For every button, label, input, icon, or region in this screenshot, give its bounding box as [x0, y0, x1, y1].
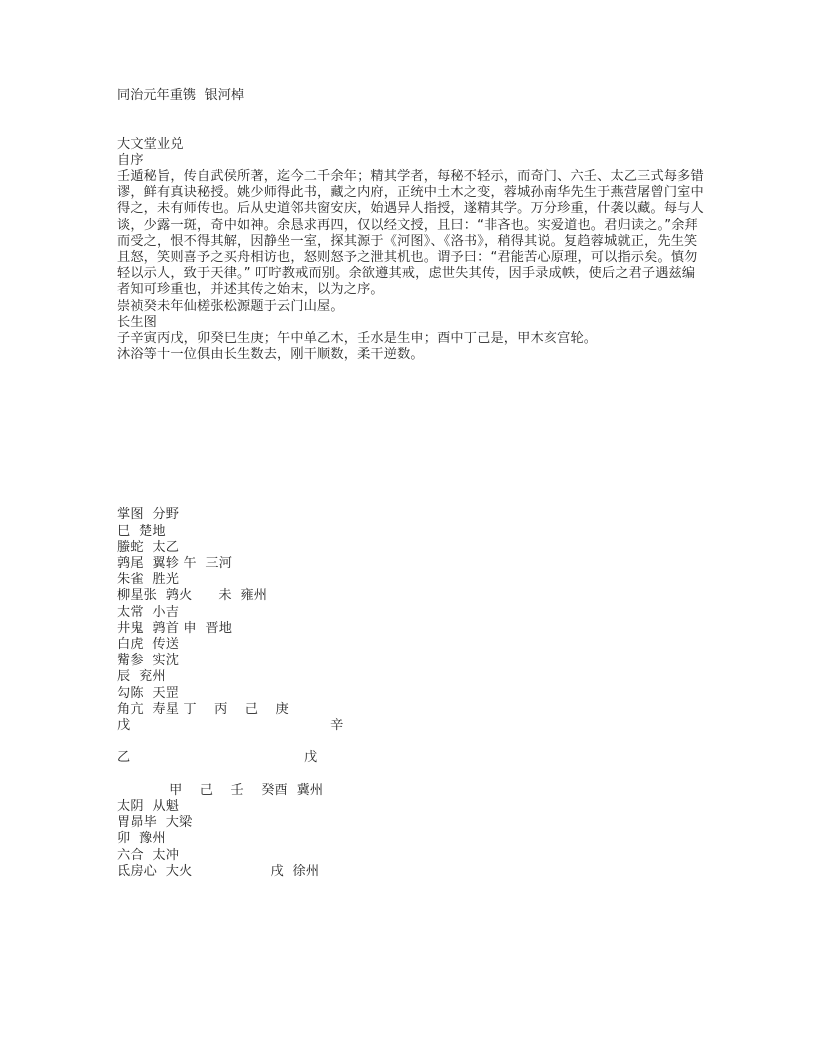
preface-signature: 崇祯癸未年仙槎张松源题于云门山屋。	[117, 298, 344, 314]
edition-header: 同治元年重镌 银河棹	[117, 88, 245, 103]
chart-title: 掌图 分野	[117, 507, 180, 523]
chart-line	[117, 767, 707, 783]
chart-line: 太常 小吉	[117, 604, 180, 620]
chart-line: 卯 豫州	[117, 831, 166, 847]
chart-line: 朱雀 胜光	[117, 572, 180, 588]
publisher-line: 大文堂业兑	[117, 136, 184, 152]
chart-line: 井鬼 鹑首 申 晋地	[117, 620, 233, 636]
page-content	[117, 88, 707, 880]
chart-line: 氐房心 大火 戌 徐州	[117, 863, 320, 879]
changsheng-line-1: 子辛寅丙戊，卯癸巳生庚；午中单乙木，壬水是生申；酉中丁己是，甲木亥宫轮。	[117, 331, 598, 347]
chart-line: 螣蛇 太乙	[117, 539, 180, 555]
chart-line: 戊 辛	[117, 718, 344, 734]
chart-line: 柳星张 鹑火 未 雍州	[117, 588, 268, 604]
chart-line: 甲 己 壬 癸酉 冀州	[117, 782, 324, 798]
chart-line: 勾陈 天罡	[117, 685, 180, 701]
chart-line: 角亢 寿星 丁 丙 己 庚	[117, 701, 289, 717]
spacer-before-chart	[117, 363, 707, 507]
chart-line: 巳 楚地	[117, 523, 166, 539]
chart-line: 辰 兖州	[117, 669, 166, 685]
chart-line: 六合 太冲	[117, 847, 180, 863]
chart-line: 乙 戊	[117, 750, 318, 766]
chart-line: 觜参 实沈	[117, 653, 180, 669]
spacer-after-header	[117, 104, 707, 120]
chart-line: 白虎 传送	[117, 637, 180, 653]
preface-title: 自序	[117, 152, 144, 168]
chart-line: 胃昴毕 大梁	[117, 815, 193, 831]
preface-paragraph: 壬遁秘旨，传自武侯所著，迄今二千余年；精其学者，每秘不轻示，而奇门、六壬、太乙三式每多错谬，鲜有真诀秘授。姚少师得此书，藏之内府，正统中土木之变，蓉城孙南华先生于燕营屠曾门室中得之，未有师传也。后从史道邻共窗安庆，始遇异人指授，遂精其学。万分珍重，什袭以藏。每与人谈，少露一斑，奇中如神。余恳求再四，仅以经文授，且曰：“非吝也。实爱道也。君归读之。”余拜而受之，恨不得其解，因静坐一室，探其源于《河图》、《洛书》，稍得其说。复趋蓉城就正，先生笑且怒，笑则喜予之买舟相访也，怒则怒予之泄其机也。谓予曰：“君能苦心原理，可以指示矣。慎勿轻以示人，致于天律。” 叮咛教戒而别。余欲遵其戒，虑世失其传，因手录成帙，使后之君子遇兹编者知可珍重也，并述其传之始末，以为之序。	[117, 168, 704, 298]
chart-line	[117, 734, 707, 750]
changsheng-line-2: 沐浴等十一位俱由长生数去，刚干顺数，柔干逆数。	[117, 347, 424, 363]
chart-line: 鹑尾 翼轸 午 三河	[117, 556, 233, 572]
changsheng-title: 长生图	[117, 314, 158, 330]
chart-block	[117, 507, 707, 880]
spacer-after-header-2	[117, 120, 707, 136]
chart-line: 太阴 从魁	[117, 799, 180, 815]
